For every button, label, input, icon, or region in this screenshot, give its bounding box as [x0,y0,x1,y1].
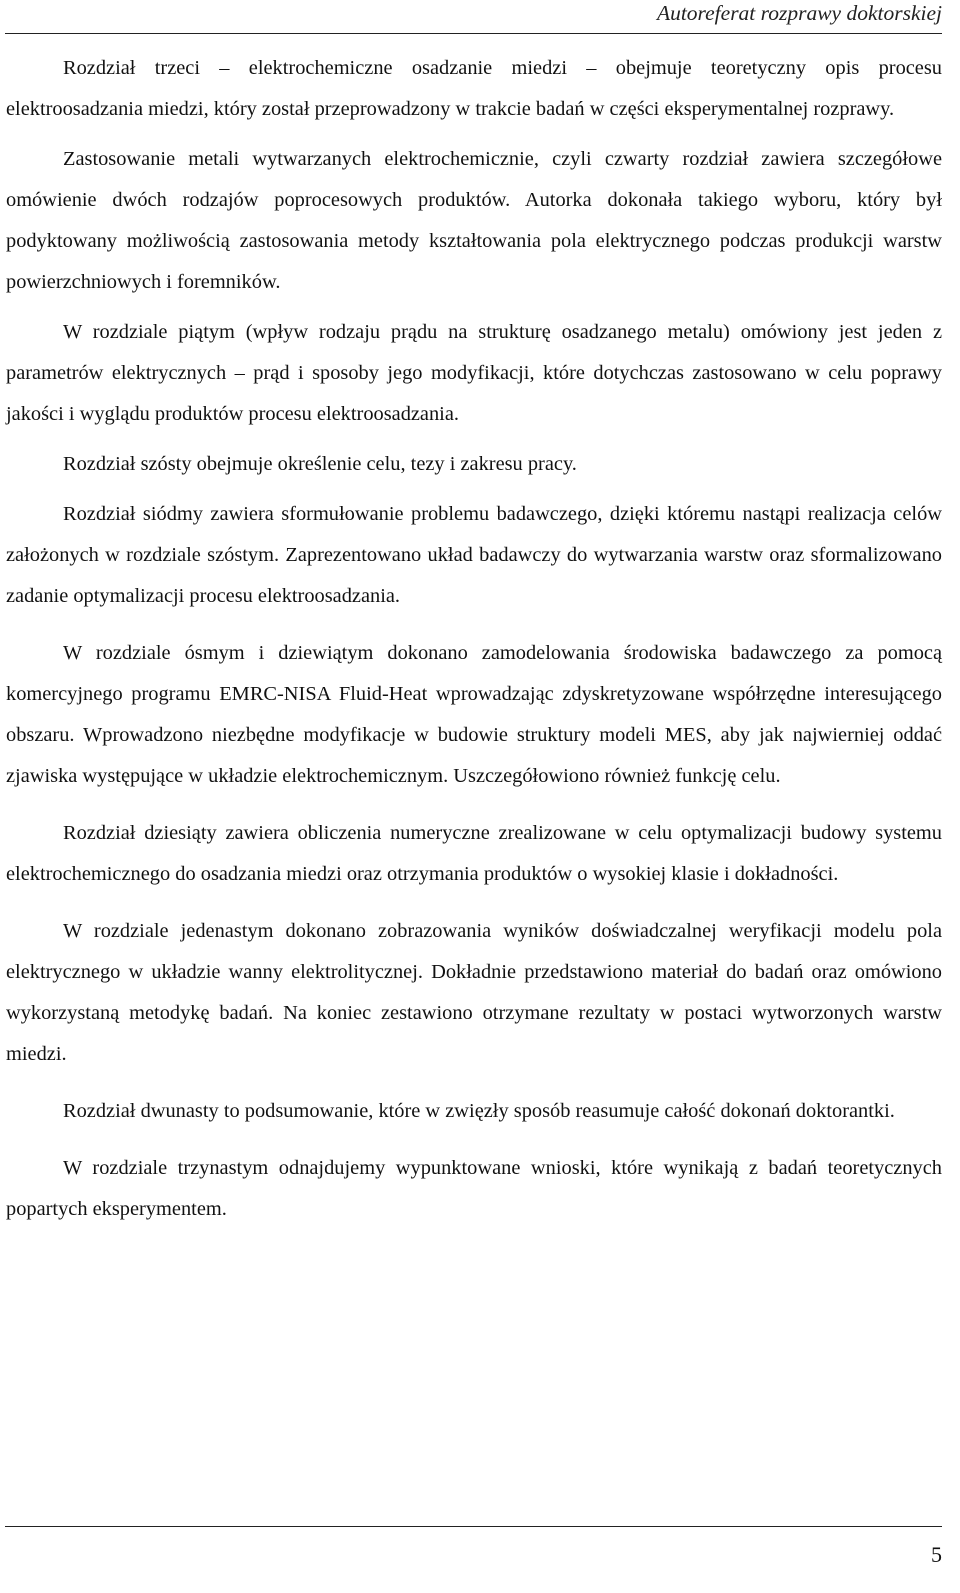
paragraph-chapter-6: Rozdział szósty obejmuje określenie celu, tezy i zakresu pracy. [63,453,577,475]
header-rule [5,33,942,34]
paragraph-chapter-12: Rozdział dwunasty to podsumowanie, które w zwięzły sposób reasumuje całość dokonań doktorantki. [63,1100,895,1122]
paragraph-chapter-7: Rozdział siódmy zawiera sformułowanie problemu badawczego, dzięki któremu nastąpi realizacja celów założonych w rozdziale szóstym. Zaprezentowano układ badawczy do wytwarzania warstw oraz sformalizowano zadanie optymalizacji procesu elektroosadzania. [6,503,942,607]
paragraph-chapter-13: W rozdziale trzynastym odnajdujemy wypunktowane wnioski, które wynikają z badań teoretycznych popartych eksperymentem. [6,1157,942,1220]
running-header: Autoreferat rozprawy doktorskiej [656,1,942,25]
body-text [6,48,942,1230]
footer-rule [5,1526,942,1527]
paragraph-chapter-11: W rozdziale jedenastym dokonano zobrazowania wyników doświadczalnej weryfikacji modelu pola elektrycznego w układzie wanny elektrolitycznej. Dokładnie przedstawiono materiał do badań oraz omówiono wykorzystaną metodykę badań. Na koniec zestawiono otrzymane rezultaty w postaci wytworzonych warstw miedzi. [6,920,942,1065]
paragraph-chapter-5: W rozdziale piątym (wpływ rodzaju prądu na strukturę osadzanego metalu) omówiony jest jeden z parametrów elektrycznych – prąd i sposoby jego modyfikacji, które dotychczas zastosowano w celu poprawy jakości i wyglądu produktów procesu elektroosadzania. [6,321,942,425]
paragraph-chapter-8-9: W rozdziale ósmym i dziewiątym dokonano zamodelowania środowiska badawczego za pomocą komercyjnego programu EMRC-NISA Fluid-Heat wprowadzając zdyskretyzowane współrzędne interesującego obszaru. Wprowadzono niezbędne modyfikacje w budowie struktury modeli MES, aby jak najwierniej oddać zjawiska występujące w układzie elektrochemicznym. Uszczegółowiono również funkcję celu. [6,642,942,787]
paragraph-chapter-10: Rozdział dziesiąty zawiera obliczenia numeryczne zrealizowane w celu optymalizacji budowy systemu elektrochemicznego do osadzania miedzi oraz otrzymania produktów o wysokiej klasie i dokładności. [6,822,942,885]
page-number: 5 [931,1542,942,1567]
paragraph-chapter-3: Rozdział trzeci – elektrochemiczne osadzanie miedzi – obejmuje teoretyczny opis procesu elektroosadzania miedzi, który został przeprowadzony w trakcie badań w części eksperymentalnej rozprawy. [6,57,942,120]
paragraph-chapter-4: Zastosowanie metali wytwarzanych elektrochemicznie, czyli czwarty rozdział zawiera szczegółowe omówienie dwóch rodzajów poprocesowych produktów. Autorka dokonała takiego wyboru, który był podyktowany możliwością zastosowania metody kształtowania pola elektrycznego podczas produkcji warstw powierzchniowych i foremników. [6,148,942,293]
